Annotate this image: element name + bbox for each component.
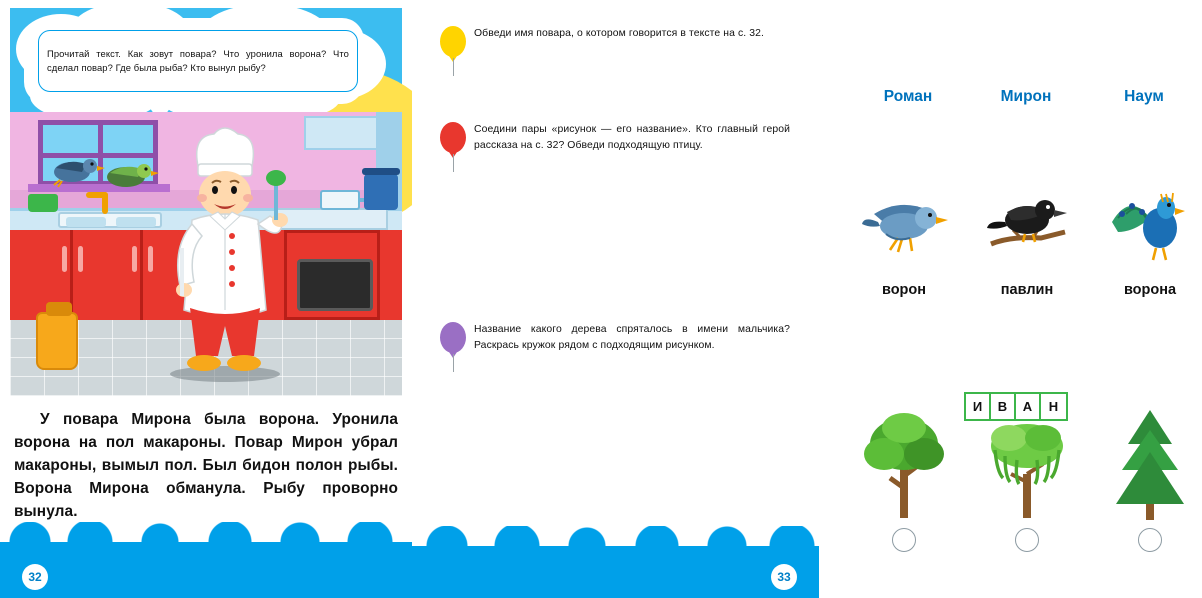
task-1-text: Обведи имя повара, о котором говорится в тексте на с. 32. (474, 28, 764, 39)
balloon-string-3 (453, 354, 454, 372)
letter-cell-1: И (966, 394, 991, 419)
cabinet-handle-3 (132, 246, 137, 272)
spruce-tree-icon (1102, 404, 1198, 522)
sink-basin-right (116, 217, 156, 227)
tree-cell-1[interactable] (852, 404, 956, 522)
word-vorona[interactable]: ворона (1123, 282, 1177, 298)
oven-door (297, 259, 373, 311)
kitchen-room (10, 112, 402, 396)
left-page-number: 32 (22, 564, 48, 590)
speech-bubble-text: Прочитай текст. Как зовут повара? Что уронила ворона? Что сделал повар? Где была рыба? Кто вынул рыбу? (47, 48, 349, 73)
stove-top (276, 208, 388, 230)
cabinet-seam-2 (140, 230, 143, 320)
right-page-number: 33 (771, 564, 797, 590)
flying-blue-bird-icon (858, 192, 950, 262)
green-pot (28, 194, 58, 212)
saucepan (320, 190, 360, 210)
answer-cell-1[interactable] (852, 528, 956, 552)
left-page-footer-wave (0, 542, 412, 598)
chef-character (158, 120, 288, 388)
kitchen-sink (58, 212, 162, 228)
letter-cell-3: А (1016, 394, 1041, 419)
range-hood (304, 116, 384, 150)
kitchen-faucet (102, 192, 108, 214)
answer-circles-row (852, 528, 1202, 552)
balloon-red-icon (440, 122, 466, 153)
green-peacock-icon (1104, 188, 1196, 262)
word-pavlin[interactable]: павлин (1000, 282, 1054, 298)
tree-cell-2[interactable] (975, 404, 1079, 522)
answer-circle-3[interactable] (1138, 528, 1162, 552)
balloon-string-1 (453, 58, 454, 76)
sink-basin-left (66, 217, 106, 227)
task-3-balloon (440, 322, 466, 356)
cabinet-handle-4 (148, 246, 153, 272)
task-2 (440, 122, 790, 156)
bird-words-row (852, 282, 1202, 298)
black-raven-on-branch-icon (981, 192, 1073, 262)
task-3 (440, 322, 790, 356)
name-option-naum[interactable]: Наум (1124, 88, 1164, 105)
picture-cell-2[interactable] (975, 192, 1079, 262)
willow-tree-icon (979, 404, 1075, 522)
task-2-text: Соедини пары «рисунок — его название». Кто главный герой рассказа на с. 32? Обведи подходящую птицу. (474, 124, 790, 151)
tree-cell-3[interactable] (1098, 404, 1202, 522)
kitchen-illustration (10, 8, 402, 396)
balloon-yellow-icon (440, 26, 466, 57)
right-page-footer-wave (412, 546, 819, 598)
trees-row (852, 400, 1202, 522)
answer-circle-2[interactable] (1015, 528, 1039, 552)
balloon-purple-icon (440, 322, 466, 353)
name-option-roman[interactable]: Роман (883, 88, 933, 105)
task-2-balloon (440, 122, 466, 156)
stove (284, 230, 380, 320)
left-page (0, 0, 412, 598)
answer-cell-2[interactable] (975, 528, 1079, 552)
bird-blue-icon (46, 154, 102, 188)
letter-cell-2: В (991, 394, 1016, 419)
answer-cell-3[interactable] (1098, 528, 1202, 552)
names-row (856, 88, 1196, 106)
milk-can (36, 312, 78, 370)
speech-bubble-frame (38, 30, 358, 92)
task-1 (440, 26, 790, 60)
picture-cell-3[interactable] (1098, 188, 1202, 262)
task-3-text: Название какого дерева спряталось в имени мальчика? Раскрась кружок рядом с подходящим рисунком. (474, 324, 790, 351)
word-voron[interactable]: ворон (881, 282, 927, 298)
picture-cell-1[interactable] (852, 192, 956, 262)
bird-pictures-row (852, 186, 1202, 262)
cabinet-handle-2 (78, 246, 83, 272)
story-paragraph: У повара Мирона была ворона. Уронила ворона на пол макароны. Повар Мирон убрал макароны, вымыл пол. Был бидон полон рыбы. Ворона Мирона обманула. Рыбу проворно вынула. (14, 411, 398, 521)
name-option-miron[interactable]: Мирон (1000, 88, 1052, 105)
right-page (412, 0, 1177, 598)
task-1-balloon (440, 26, 466, 60)
oak-tree-icon (856, 404, 952, 522)
letter-cell-4: Н (1041, 394, 1066, 419)
story-text-block (14, 408, 398, 524)
answer-circle-1[interactable] (892, 528, 916, 552)
cabinet-handle-1 (62, 246, 67, 272)
balloon-string-2 (453, 154, 454, 172)
big-blue-pot (364, 174, 398, 210)
bird-green-icon (96, 158, 156, 192)
